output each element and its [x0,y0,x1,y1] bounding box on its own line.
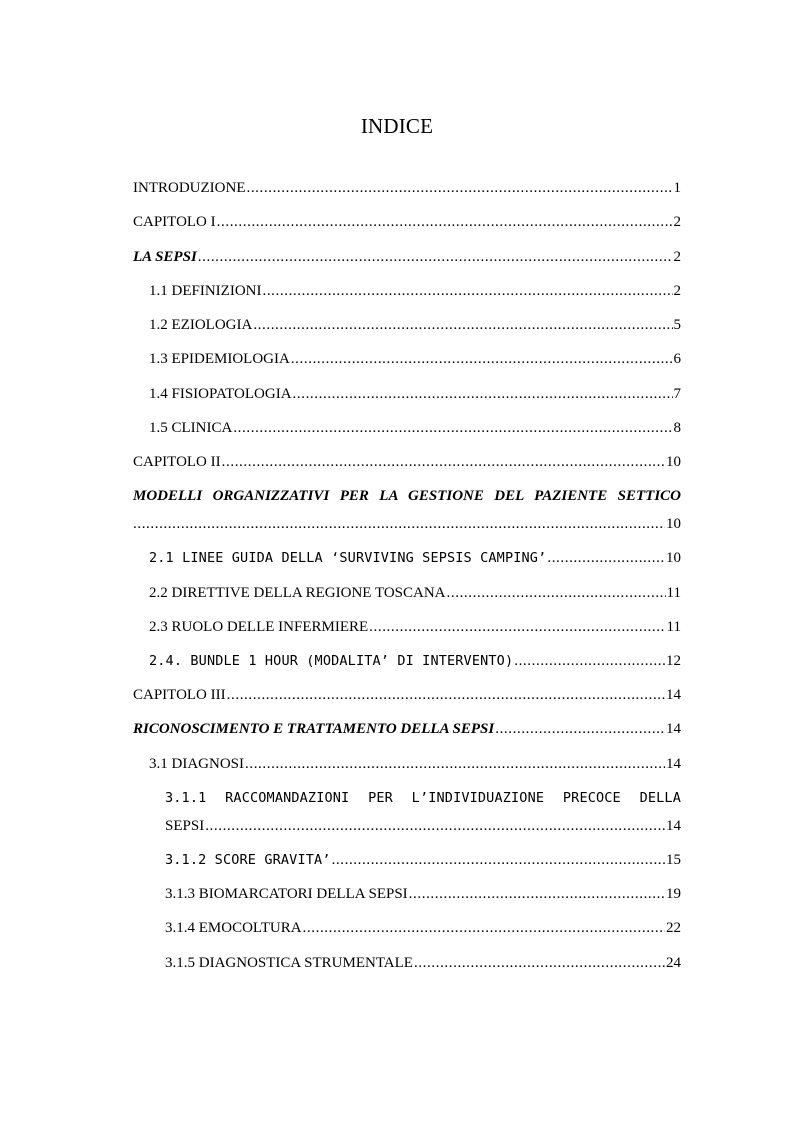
toc-leader-dots [332,850,665,870]
toc-entry-2-4[interactable] [149,651,681,671]
toc-entry-introduzione[interactable] [133,178,681,198]
toc-entry-3-1-3[interactable] [165,884,681,904]
toc-leader-dots [303,918,665,938]
toc-entry-3-1-1-line2[interactable] [165,816,681,836]
toc-page-number: 14 [666,687,681,703]
toc-entry-label: 1.2 EZIOLOGIA [149,317,253,333]
toc-entry-label: RICONOSCIMENTO E TRATTAMENTO DELLA SEPSI [133,721,495,737]
toc-entry-2-1[interactable] [149,548,681,568]
toc-entry-label: 2.4. BUNDLE 1 HOUR (MODALITA’ DI INTERVENTO) [149,653,514,669]
toc-entry-1-5[interactable] [149,418,681,438]
toc-page-number: 1 [673,180,681,196]
toc-entry-label: 2.3 RUOLO DELLE INFERMIERE [149,619,369,635]
toc-page-number: 14 [666,756,681,772]
toc-leader-dots [369,617,665,637]
toc-page-number: 11 [666,585,681,601]
toc-entry-modelli-line2[interactable] [133,514,681,534]
toc-page-number: 14 [666,721,681,737]
toc-entry-3-1-4[interactable] [165,918,681,938]
toc-entry-1-3[interactable] [149,349,681,369]
toc-entry-label: 3.1.5 DIAGNOSTICA STRUMENTALE [165,955,413,971]
toc-entry-label: 3.1.4 EMOCOLTURA [165,920,302,936]
toc-leader-dots [291,349,673,369]
toc-page-number: 19 [666,886,681,902]
toc-page-number: 10 [666,516,681,532]
toc-entry-label: 2.1 LINEE GUIDA DELLA ‘SURVIVING SEPSIS CAMPING’ [149,550,547,566]
toc-entry-label: 3.1 DIAGNOSI [149,756,244,772]
toc-leader-dots [222,452,665,472]
toc-leader-dots [217,212,673,232]
toc-entry-2-3[interactable] [149,617,681,637]
toc-page-number: 2 [673,214,681,230]
toc-page-number: 10 [666,454,681,470]
toc-entry-label: CAPITOLO I [133,214,216,230]
toc-entry-label: 1.5 CLINICA [149,420,233,436]
toc-leader-dots [198,247,673,267]
toc-leader-dots [495,719,665,739]
toc-entry-label: 1.3 EPIDEMIOLOGIA [149,351,290,367]
toc-entry-riconoscimento[interactable] [133,719,681,739]
toc-leader-dots [447,583,666,603]
toc-entry-label: 3.1.2 SCORE GRAVITA’ [165,852,331,868]
toc-page-number: 15 [666,852,681,868]
toc-entry-label: SEPSI [165,818,205,834]
toc-leader-dots [246,178,672,198]
toc-entry-label: LA SEPSI [133,249,197,265]
toc-entry-capitolo-1[interactable] [133,212,681,232]
toc-entry-label: CAPITOLO III [133,687,226,703]
toc-entry-label: 2.2 DIRETTIVE DELLA REGIONE TOSCANA [149,585,446,601]
toc-entry-capitolo-3[interactable] [133,685,681,705]
toc-leader-dots [205,816,665,836]
toc-page-number: 6 [673,351,681,367]
toc-page-number: 5 [673,317,681,333]
toc-entry-1-4[interactable] [149,384,681,404]
toc-entry-3-1-2[interactable] [165,850,681,870]
toc-leader-dots [253,315,672,335]
toc-leader-dots [262,281,672,301]
toc-page-number: 24 [666,955,681,971]
page-title: INDICE [360,114,434,138]
toc-page-number: 2 [673,283,681,299]
toc-leader-dots [245,754,665,774]
toc-leader-dots [414,953,665,973]
toc-page-number: 22 [666,920,681,936]
toc-page-number: 14 [666,818,681,834]
toc-page-number: 8 [673,420,681,436]
toc-page-number: 11 [666,619,681,635]
toc-leader-dots [409,884,665,904]
toc-entry-label: INTRODUZIONE [133,180,246,196]
toc-entry-la-sepsi[interactable] [133,247,681,267]
toc-leader-dots [293,384,673,404]
toc-entry-modelli-line1[interactable]: MODELLI ORGANIZZATIVI PER LA GESTIONE DEL PAZIENTE SETTICO [133,488,681,504]
toc-page-number: 10 [666,550,681,566]
toc-entry-3-1-5[interactable] [165,953,681,973]
toc-leader-dots [547,548,665,568]
toc-entry-2-2[interactable] [149,583,681,603]
toc-page-number: 7 [673,386,681,402]
toc-entry-1-1[interactable] [149,281,681,301]
toc-page-number: 2 [673,249,681,265]
toc-leader-dots [133,514,665,534]
toc-entry-label: 1.4 FISIOPATOLOGIA [149,386,292,402]
toc-entry-3-1[interactable] [149,754,681,774]
toc-leader-dots [514,651,665,671]
toc-entry-label: 3.1.3 BIOMARCATORI DELLA SEPSI [165,886,408,902]
toc-entry-1-2[interactable] [149,315,681,335]
toc-entry-3-1-1-line1[interactable]: 3.1.1 RACCOMANDAZIONI PER L’INDIVIDUAZIONE PRECOCE DELLA [165,790,681,806]
toc-entry-capitolo-2[interactable] [133,452,681,472]
toc-entry-label: 1.1 DEFINIZIONI [149,283,262,299]
toc-leader-dots [233,418,672,438]
toc-page-number: 12 [666,653,681,669]
toc-entry-label: CAPITOLO II [133,454,221,470]
toc-leader-dots [227,685,665,705]
